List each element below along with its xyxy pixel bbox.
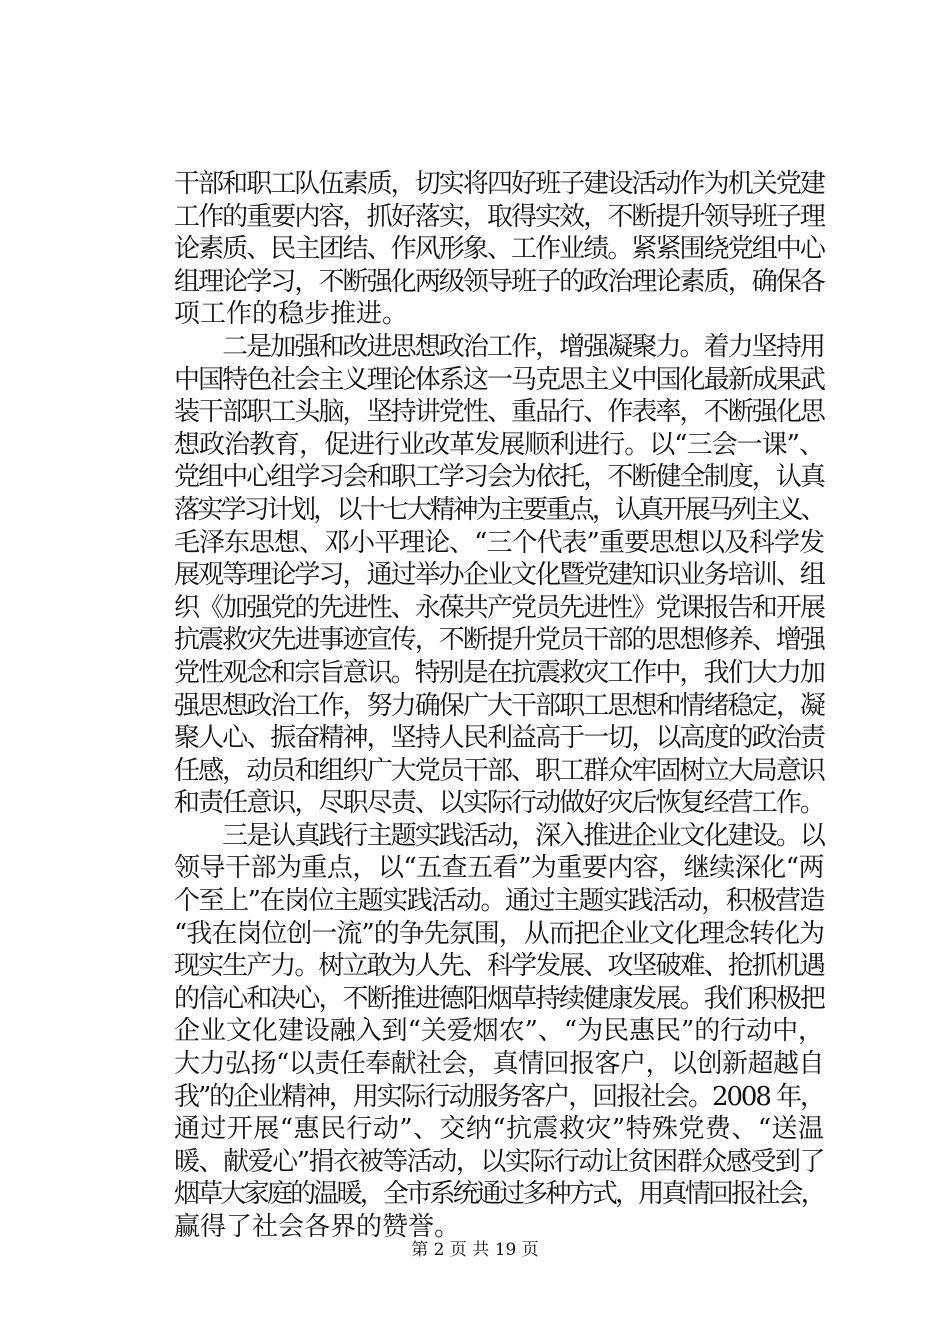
text-line: 通过开展“惠民行动”、交纳“抗震救灾”特殊党费、“送温 [174, 1114, 825, 1145]
text-line: 党组中心组学习会和职工学习会为依托，不断健全制度，认真 [174, 462, 824, 493]
text-line: 项工作的稳步推进。 [174, 299, 409, 330]
text-line: 企业文化建设融入到“关爱烟农”、“为民惠民”的行动中， [174, 1016, 824, 1047]
text-line: 和责任意识，尽职尽责、以实际行动做好灾后恢复经营工作。 [174, 788, 824, 819]
text-line: 二是加强和改进思想政治工作，增强凝聚力。着力坚持用 [174, 331, 824, 362]
text-line: 展观等理论学习，通过举办企业文化暨党建知识业务培训、组 [174, 560, 824, 591]
text-line: 论素质、民主团结、作风形象、工作业绩。紧紧围绕党组中心 [174, 234, 824, 265]
text-line: 中国特色社会主义理论体系这一马克思主义中国化最新成果武 [174, 364, 824, 395]
text-line: 赢得了社会各界的赞誉。 [174, 1212, 461, 1242]
text-line: 毛泽东思想、邓小平理论、“三个代表”重要思想以及科学发 [174, 527, 824, 558]
text-line: 聚人心、振奋精神，坚持人民利益高于一切，以高度的政治责 [174, 723, 824, 754]
text-line: 现实生产力。树立敢为人先、科学发展、攻坚破难、抢抓机遇 [174, 951, 824, 982]
text-line: 三是认真践行主题实践活动，深入推进企业文化建设。以 [174, 820, 824, 851]
page-footer: 第 2 页 共 19 页 [411, 1240, 539, 1260]
text-line: 落实学习计划，以十七大精神为主要重点，认真开展马列主义、 [174, 494, 824, 525]
text-line: 我”的企业精神，用实际行动服务客户，回报社会。2008 年， [174, 1081, 824, 1112]
text-line: “我在岗位创一流”的争先氛围，从而把企业文化理念转化为 [174, 918, 824, 949]
text-line: 任感，动员和组织广大党员干部、职工群众牢固树立大局意识 [174, 755, 824, 786]
text-line: 领导干部为重点，以“五查五看”为重要内容，继续深化“两 [174, 853, 824, 884]
text-line: 想政治教育，促进行业改革发展顺利进行。以“三会一课”、 [174, 429, 824, 460]
text-line: 烟草大家庭的温暖，全市系统通过多种方式，用真情回报社会， [174, 1179, 824, 1210]
text-line: 大力弘扬“以责任奉献社会，真情回报客户，以创新超越自 [174, 1049, 824, 1080]
text-line: 暖、献爱心”捐衣被等活动，以实际行动让贫困群众感受到了 [174, 1146, 824, 1177]
text-line: 织《加强党的先进性、永葆共产党员先进性》党课报告和开展 [174, 592, 824, 623]
text-line: 强思想政治工作，努力确保广大干部职工思想和情绪稳定，凝 [174, 690, 824, 721]
text-line: 装干部职工头脑，坚持讲党性、重品行、作表率，不断强化思 [174, 397, 824, 428]
text-line: 的信心和决心，不断推进德阳烟草持续健康发展。我们积极把 [174, 983, 824, 1014]
text-line: 抗震救灾先进事迹宣传，不断提升党员干部的思想修养、增强 [174, 625, 824, 656]
text-line: 组理论学习，不断强化两级领导班子的政治理论素质，确保各 [174, 266, 824, 297]
document-body [174, 168, 824, 1244]
text-line: 党性观念和宗旨意识。特别是在抗震救灾工作中，我们大力加 [174, 657, 824, 688]
text-line: 个至上”在岗位主题实践活动。通过主题实践活动，积极营造 [174, 886, 824, 917]
text-line: 干部和职工队伍素质，切实将四好班子建设活动作为机关党建 [174, 169, 824, 199]
text-line: 工作的重要内容，抓好落实，取得实效，不断提升领导班子理 [174, 201, 824, 232]
